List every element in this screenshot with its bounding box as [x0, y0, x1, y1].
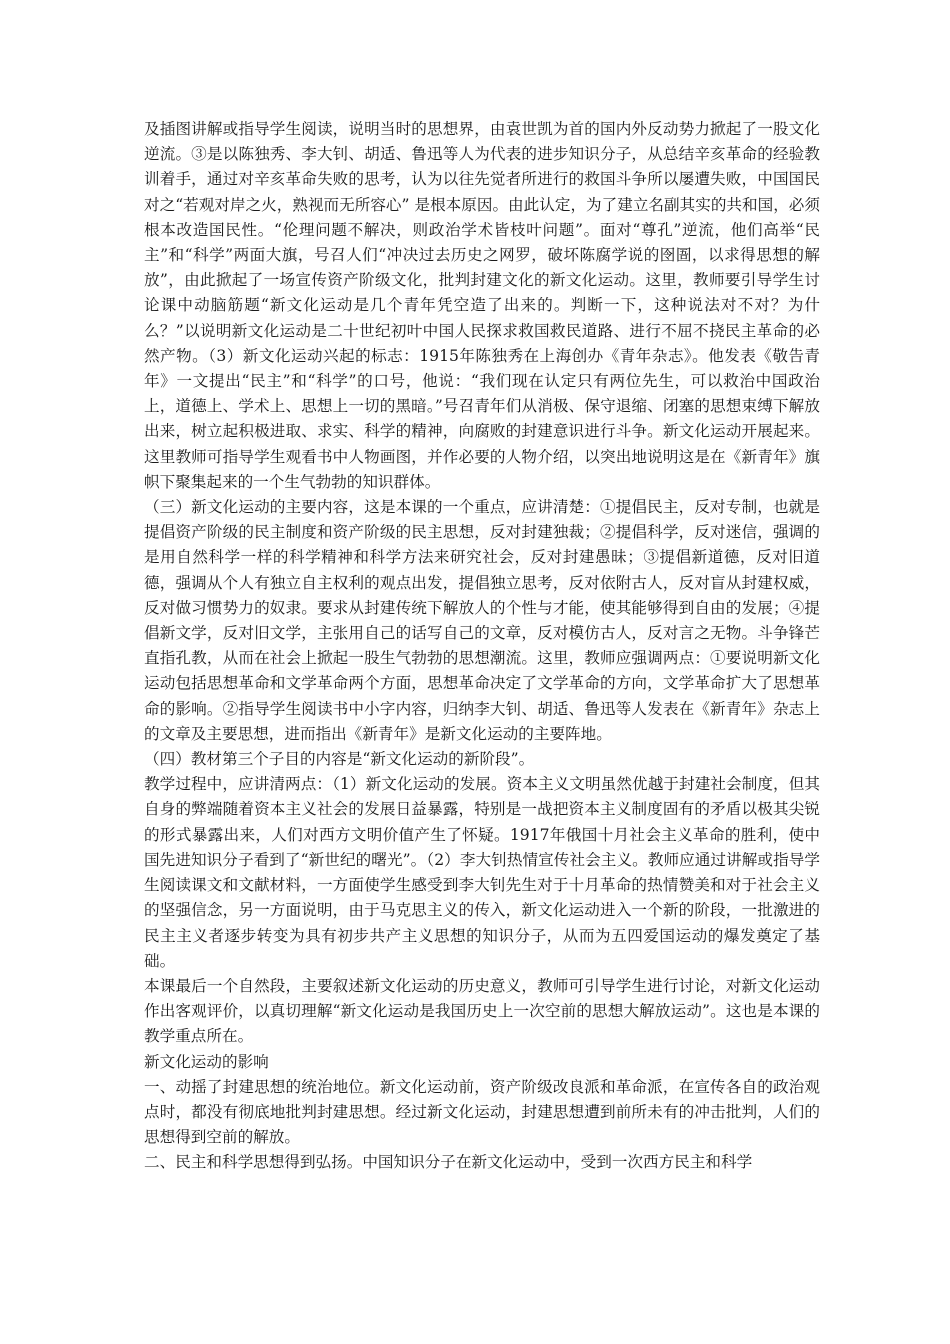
- paragraph-influence-one: 一、动摇了封建思想的统治地位。新文化运动前，资产阶级改良派和革命派，在宣传各自的政治观点时，都没有彻底地批判封建思想。经过新文化运动，封建思想遭到前所未有的冲击批判，人们的思想得到空前的解放。: [144, 1077, 820, 1147]
- paragraph-new-stage-heading: （四）教材第三个子目的内容是“新文化运动的新阶段”。: [144, 750, 535, 769]
- paragraph-main-content: （三）新文化运动的主要内容，这是本课的一个重点，应讲清楚：①提倡民主，反对专制，也就是提倡资产阶级的民主制度和资产阶级的民主思想，反对封建独裁；②提倡科学，反对迷信，强调的是用自然科学一样的科学精神和科学方法来研究社会，反对封建愚昧；③提倡新道德，反对旧道德，强调从个人有独立自主权利的观点出发，提倡独立思考，反对依附古人，反对盲从封建权威，反对做习惯势力的奴隶。要求从封建传统下解放人的个性与才能，使其能够得到自由的发展；④提倡新文学，反对旧文学，主张用自己的话写自己的文章，反对模仿古人，反对言之无物。斗争锋芒直指孔教，从而在社会上掀起一股生气勃勃的思想潮流。这里，教师应强调两点：①要说明新文化运动包括思想革命和文学革命两个方面，思想革命决定了文学革命的方向，文学革命扩大了思想革命的影响。②指导学生阅读书中小字内容，归纳李大钊、胡适、鲁迅等人发表在《新青年》杂志上的文章及主要思想，进而指出《新青年》是新文化运动的主要阵地。: [144, 498, 820, 743]
- section-heading-influence: 新文化运动的影响: [144, 1052, 269, 1071]
- paragraph-influence-two: 二、民主和科学思想得到弘扬。中国知识分子在新文化运动中，受到一次西方民主和科学: [144, 1153, 753, 1172]
- paragraph-background: 及插图讲解或指导学生阅读，说明当时的思想界，由袁世凯为首的国内外反动势力掀起了一股文化逆流。③是以陈独秀、李大钊、胡适、鲁迅等人为代表的进步知识分子，从总结辛亥革命的经验教训着手，通过对辛亥革命失败的思考，认为以往先觉者所进行的救国斗争所以屡遭失败，中国国民对之“若观对岸之火，熟视而无所容心” 是根本原因。由此认定，为了建立名副其实的共和国，必须根本改造国民性。“伦理问题不解决，则政治学术皆枝叶问题”。面对“尊孔”逆流，他们高举“民主”和“科学”两面大旗，号召人们“冲决过去历史之网罗，破坏陈腐学说的囹圄，以求得思想的解放”，由此掀起了一场宣传资产阶级文化，批判封建文化的新文化运动。这里，教师要引导学生讨论课中动脑筋题“新文化运动是几个青年凭空造了出来的。判断一下，这种说法对不对？为什么？”以说明新文化运动是二十世纪初叶中国人民探求救国救民道路、进行不屈不挠民主革命的必然产物。（3）新文化运动兴起的标志：1915年陈独秀在上海创办《青年杂志》。他发表《敬告青年》一文提出“民主”和“科学”的口号，他说：“我们现在认定只有两位先生，可以救治中国政治上，道德上、学术上、思想上一切的黑暗。”号召青年们从消极、保守退缩、闭塞的思想束缚下解放出来，树立起积极进取、求实、科学的精神，向腐败的封建意识进行斗争。新文化运动开展起来。这里教师可指导学生观看书中人物画图，并作必要的人物介绍，以突出地说明这是在《新青年》旗帜下聚集起来的一个生气勃勃的知识群体。: [144, 120, 820, 491]
- paragraph-historical-significance: 本课最后一个自然段，主要叙述新文化运动的历史意义，教师可引导学生进行讨论，对新文化运动作出客观评价，以真切理解“新文化运动是我国历史上一次空前的思想大解放运动”。这也是本课的教学重点所在。: [144, 976, 820, 1046]
- paragraph-teaching-process: 教学过程中，应讲清两点：（1）新文化运动的发展。资本主义文明虽然优越于封建社会制度，但其自身的弊端随着资本主义社会的发展日益暴露，特别是一战把资本主义制度固有的矛盾以极其尖锐的形式暴露出来，人们对西方文明价值产生了怀疑。1917年俄国十月社会主义革命的胜利，使中国先进知识分子看到了“新世纪的曙光”。（2）李大钊热情宣传社会主义。教师应通过讲解或指导学生阅读课文和文献材料，一方面使学生感受到李大钊先生对于十月革命的热情赞美和对于社会主义的坚强信念，另一方面说明，由于马克思主义的传入，新文化运动进入一个新的阶段，一批激进的民主主义者逐步转变为具有初步共产主义思想的知识分子，从而为五四爱国运动的爆发奠定了基础。: [144, 775, 820, 970]
- document-body: [144, 117, 820, 1176]
